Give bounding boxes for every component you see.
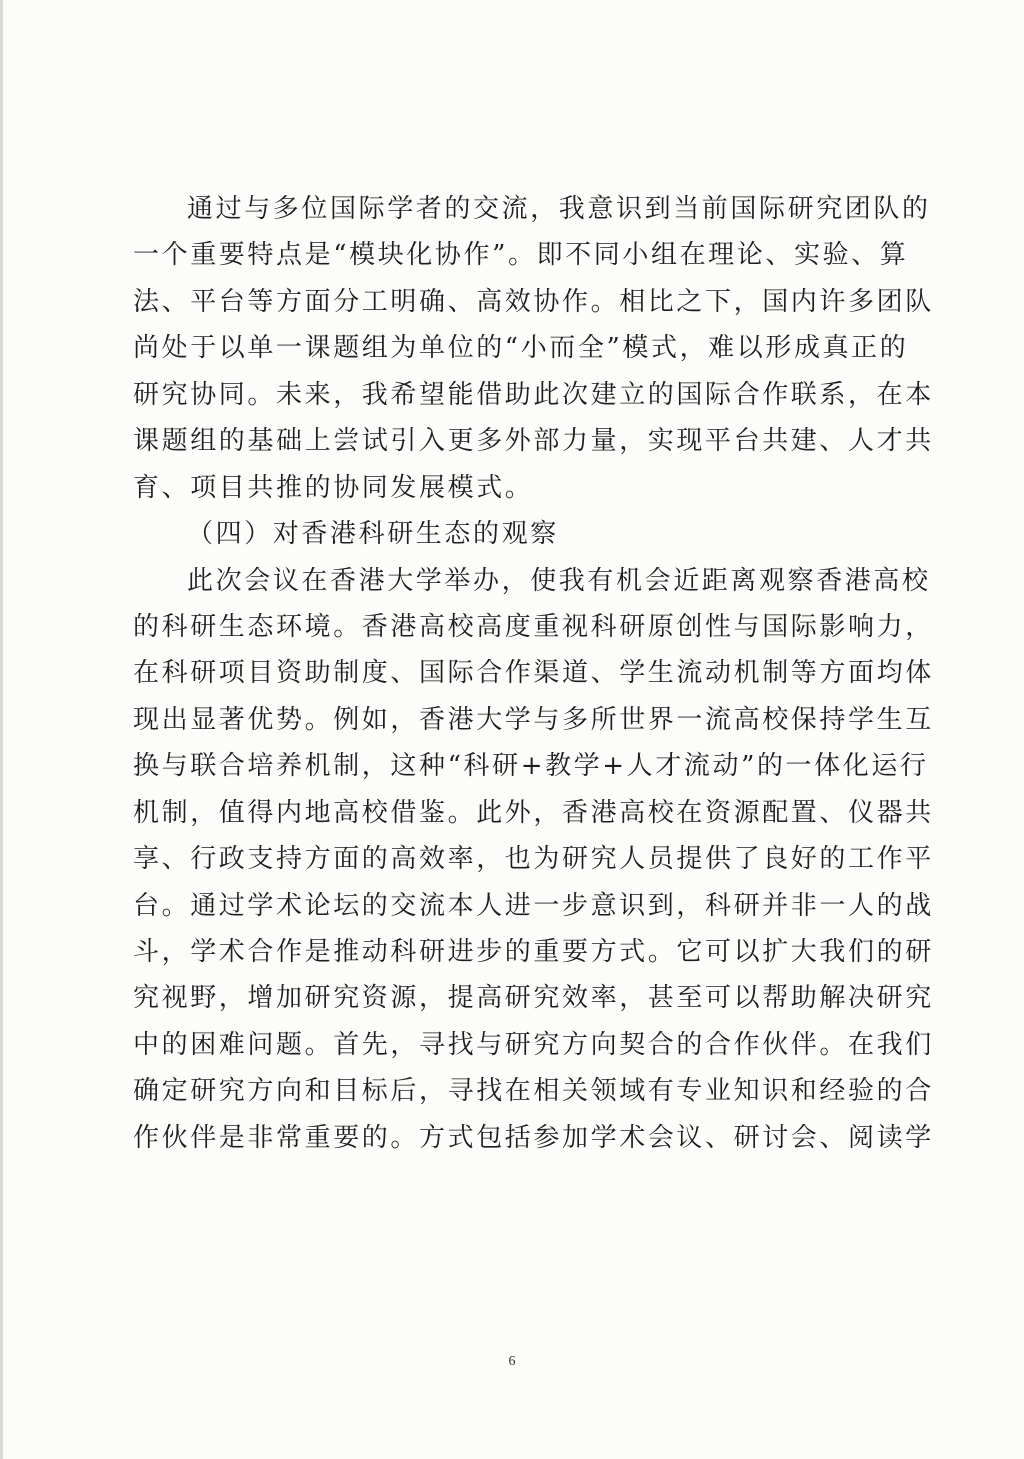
paragraph-line: 研究协同。未来，我希望能借助此次建立的国际合作联系，在本	[133, 379, 934, 410]
paragraph-line: 享、行政支持方面的高效率，也为研究人员提供了良好的工作平	[133, 844, 934, 875]
paragraph-line: 斗，学术合作是推动科研进步的重要方式。它可以扩大我们的研	[133, 937, 934, 967]
paragraph-line: 在科研项目资助制度、国际合作渠道、学生流动机制等方面均体	[133, 658, 934, 689]
paragraph-line: 现出显著优势。例如，香港大学与多所世界一流高校保持学生互	[133, 704, 934, 735]
paragraph-line: 中的困难问题。首先，寻找与研究方向契合的合作伙伴。在我们	[133, 1029, 934, 1060]
paragraph-line: 作伙伴是非常重要的。方式包括参加学术会议、研讨会、阅读学	[133, 1122, 934, 1153]
page-number: 6	[508, 1354, 516, 1369]
scan-edge	[0, 0, 3, 1459]
section-heading: （四）对香港科研生态的观察	[187, 519, 559, 550]
paragraph-line: 通过与多位国际学者的交流，我意识到当前国际研究团队的	[187, 194, 931, 224]
paragraph-line: 尚处于以单一课题组为单位的“小而全”模式，难以形成真正的	[133, 333, 909, 364]
paragraph-line: 机制，值得内地高校借鉴。此外，香港高校在资源配置、仪器共	[133, 797, 934, 828]
paragraph-line: 一个重要特点是“模块化协作”。即不同小组在理论、实验、算	[133, 240, 909, 271]
paragraph-line: 换与联合培养机制，这种“科研+教学+人才流动”的一体化运行	[133, 751, 929, 782]
paragraph-line: 究视野，增加研究资源，提高研究效率，甚至可以帮助解决研究	[133, 983, 934, 1014]
document-body	[133, 186, 934, 1161]
paragraph-line: 此次会议在香港大学举办，使我有机会近距离观察香港高校	[187, 565, 931, 596]
paragraph-line: 台。通过学术论坛的交流本人进一步意识到，科研并非一人的战	[133, 890, 934, 921]
paragraph-line: 的科研生态环境。香港高校高度重视科研原创性与国际影响力，	[133, 611, 934, 642]
paragraph-line: 课题组的基础上尝试引入更多外部力量，实现平台共建、人才共	[133, 426, 934, 457]
paragraph-line: 确定研究方向和目标后，寻找在相关领域有专业知识和经验的合	[133, 1076, 934, 1107]
paragraph-line: 育、项目共推的协同发展模式。	[133, 472, 534, 503]
paragraph-line: 法、平台等方面分工明确、高效协作。相比之下，国内许多团队	[133, 286, 934, 317]
